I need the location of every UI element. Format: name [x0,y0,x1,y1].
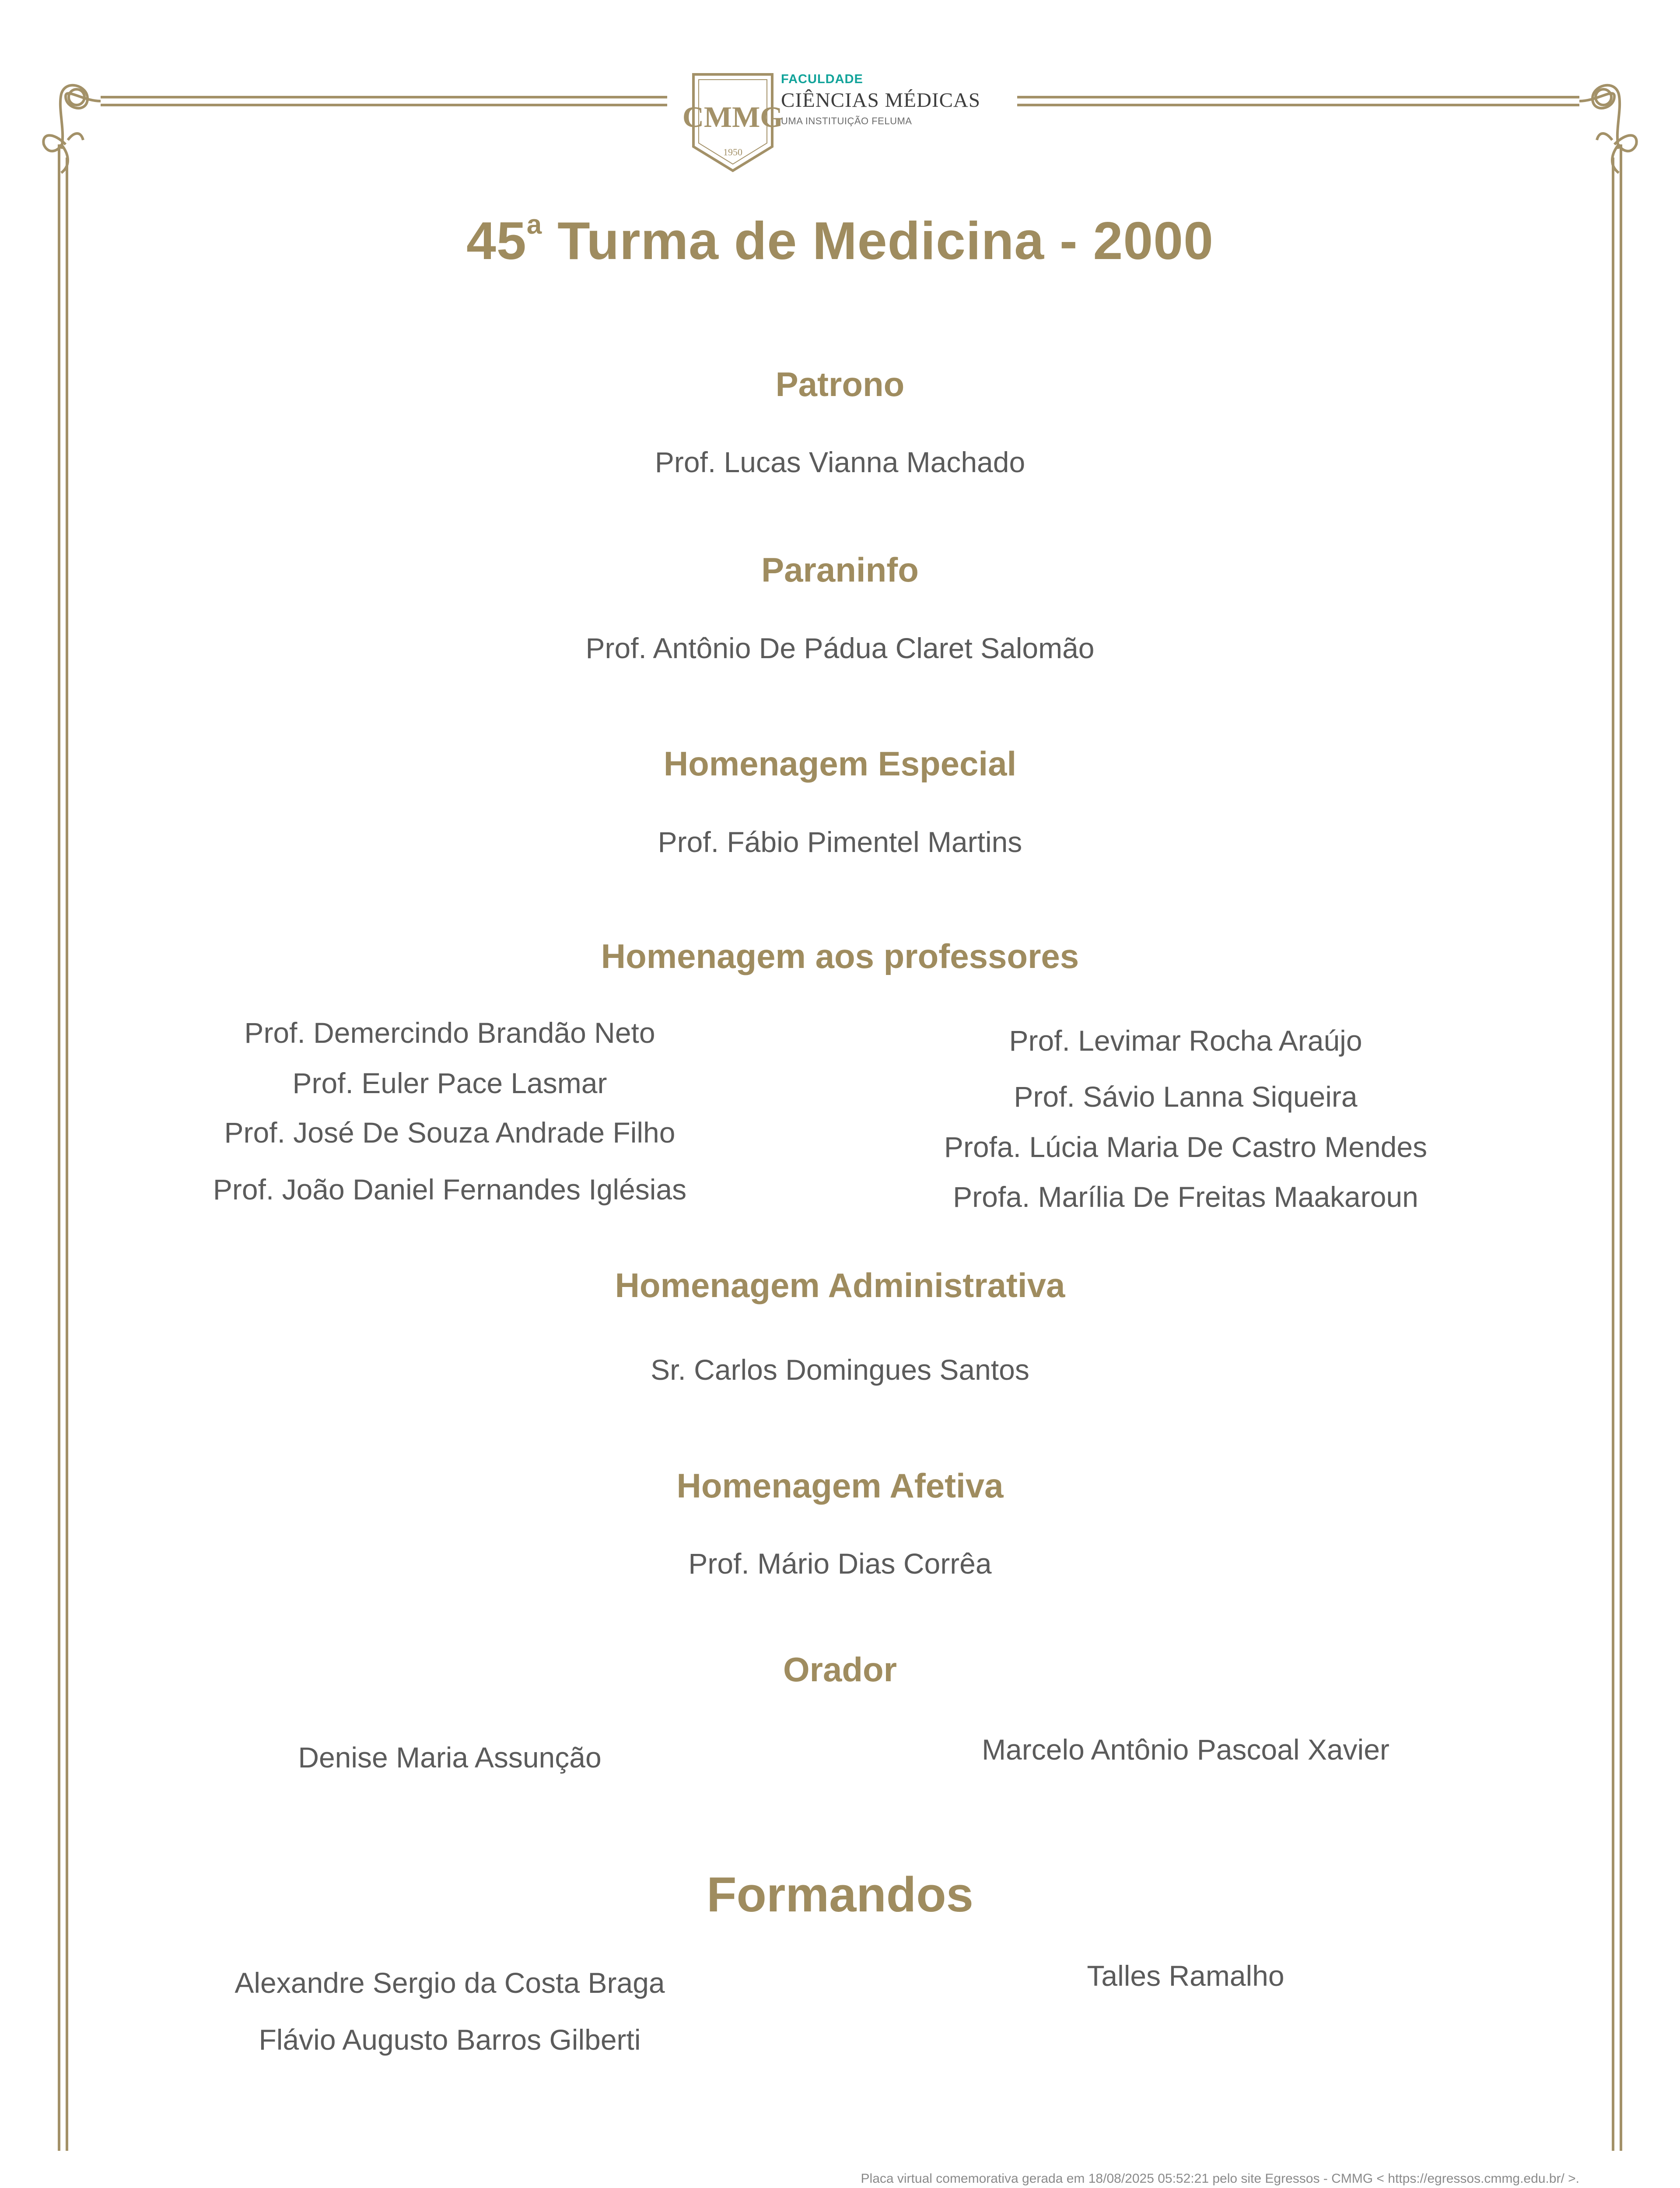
heading-orador: Orador [783,1650,897,1689]
professor-left-2: Prof. Euler Pace Lasmar [292,1067,607,1099]
orador-right-1: Marcelo Antônio Pascoal Xavier [982,1733,1390,1766]
orador-left-1: Denise Maria Assunção [298,1741,602,1774]
heading-paraninfo: Paraninfo [761,551,919,589]
logo-subtitle: UMA INSTITUIÇÃO FELUMA [781,116,912,126]
professor-right-4: Profa. Marília De Freitas Maakaroun [953,1181,1418,1213]
homenagem-especial-name: Prof. Fábio Pimentel Martins [658,826,1022,858]
logo-year: 1950 [723,147,742,158]
formando-right-1: Talles Ramalho [1087,1960,1284,1992]
professor-left-3: Prof. José De Souza Andrade Filho [224,1116,676,1149]
professor-left-4: Prof. João Daniel Fernandes Iglésias [213,1173,687,1206]
heading-homenagem-professores: Homenagem aos professores [601,937,1079,975]
footer-note: Placa virtual comemorativa gerada em 18/08/2025 05:52:21 pelo site Egressos - CMMG < https://egressos.cmmg.edu.br/ >. [861,2171,1579,2186]
homenagem-afetiva-name: Prof. Mário Dias Corrêa [688,1547,992,1580]
professor-right-2: Prof. Sávio Lanna Siqueira [1014,1080,1358,1113]
heading-formandos: Formandos [707,1867,973,1922]
page-title [0,210,1680,271]
heading-homenagem-administrativa: Homenagem Administrativa [615,1266,1065,1304]
professor-right-3: Profa. Lúcia Maria De Castro Mendes [944,1131,1428,1163]
logo-name: CIÊNCIAS MÉDICAS [781,89,981,112]
logo-monogram: CMMG [682,100,784,133]
institution-logo [682,72,1004,177]
homenagem-administrativa-name: Sr. Carlos Domingues Santos [651,1353,1029,1386]
patrono-name: Prof. Lucas Vianna Machado [654,446,1026,478]
heading-patrono: Patrono [775,365,905,403]
heading-homenagem-especial: Homenagem Especial [663,744,1017,783]
formando-left-1: Alexandre Sergio da Costa Braga [234,1967,665,1999]
formando-left-2: Flávio Augusto Barros Gilberti [259,2023,641,2056]
title-number: 45 [466,211,527,270]
logo-faculdade: FACULDADE [781,72,863,86]
professor-left-1: Prof. Demercindo Brandão Neto [244,1017,655,1049]
paraninfo-name: Prof. Antônio De Pádua Claret Salomão [585,632,1095,664]
professor-right-1: Prof. Levimar Rocha Araújo [1009,1024,1362,1057]
heading-homenagem-afetiva: Homenagem Afetiva [676,1466,1004,1505]
cmmg-shield-logo [682,72,784,177]
title-rest: Turma de Medicina - 2000 [542,211,1214,270]
title-ordinal: a [526,210,542,240]
